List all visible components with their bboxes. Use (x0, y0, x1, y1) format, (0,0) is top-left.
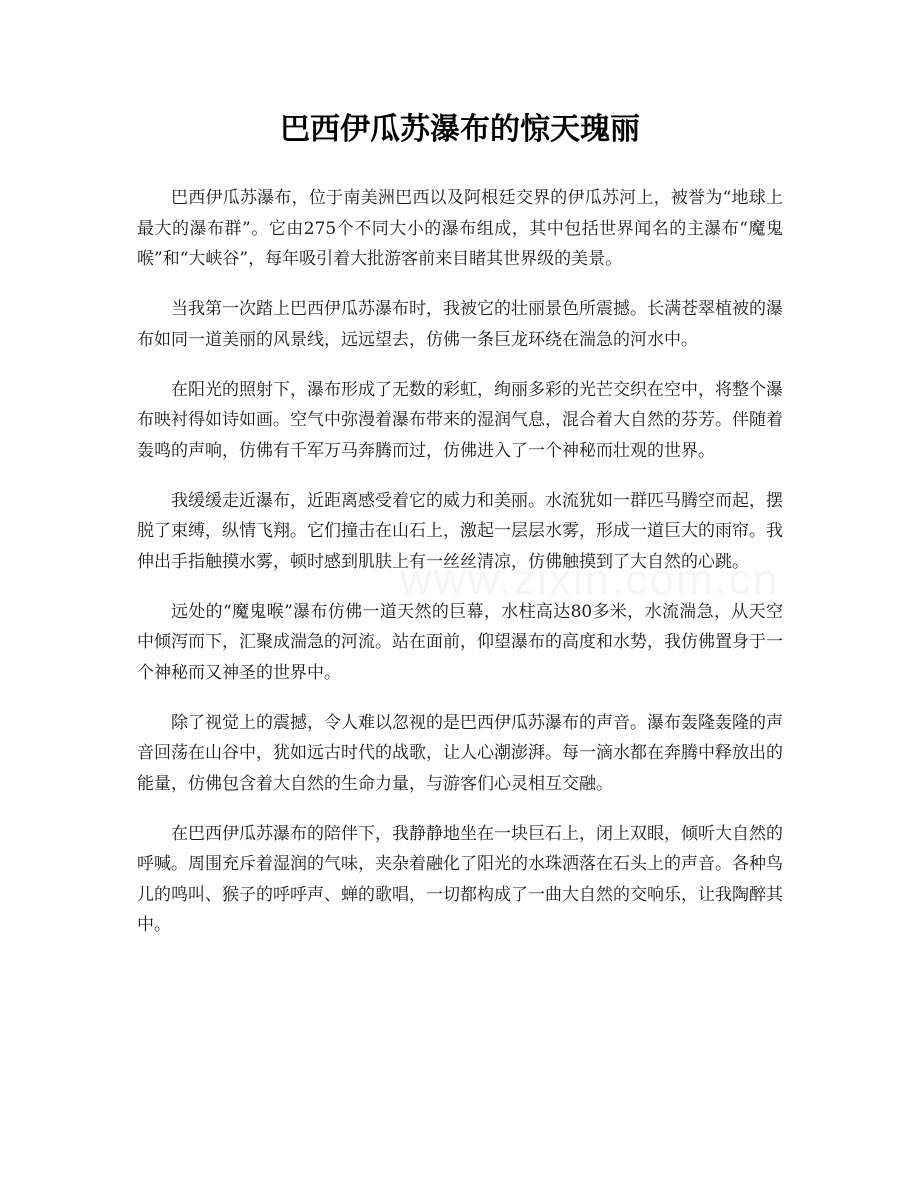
paragraph: 我缓缓走近瀑布，近距离感受着它的威力和美丽。水流犹如一群匹马腾空而起，摆脱了束缚，纵情飞翔。它们撞击在山石上，激起一层层水雾，形成一道巨大的雨帘。我伸出手指触摸水雾，顿时感到肌肤上有一丝丝清凉，仿佛触摸到了大自然的心跳。 (137, 490, 783, 572)
paragraph: 在巴西伊瓜苏瀑布的陪伴下，我静静地坐在一块巨石上，闭上双眼，倾听大自然的呼喊。周围充斥着湿润的气味，夹杂着融化了阳光的水珠洒落在石头上的声音。各种鸟儿的鸣叫、猴子的呼呼声、蝉的歌唱，一切都构成了一曲大自然的交响乐，让我陶醉其中。 (137, 823, 783, 935)
page-title: 巴西伊瓜苏瀑布的惊天瑰丽 (280, 112, 640, 147)
paragraph: 当我第一次踏上巴西伊瓜苏瀑布时，我被它的壮丽景色所震撼。长满苍翠植被的瀑布如同一道美丽的风景线，远远望去，仿佛一条巨龙环绕在湍急的河水中。 (137, 299, 783, 350)
paragraph: 除了视觉上的震撼，令人难以忽视的是巴西伊瓜苏瀑布的声音。瀑布轰隆轰隆的声音回荡在山谷中，犹如远古时代的战歌，让人心潮澎湃。每一滴水都在奔腾中释放出的能量，仿佛包含着大自然的生命力量，与游客们心灵相互交融。 (137, 712, 783, 794)
document-body (137, 183, 783, 960)
paragraph: 巴西伊瓜苏瀑布，位于南美洲巴西以及阿根廷交界的伊瓜苏河上，被誉为“地球上最大的瀑布群”。它由275个不同大小的瀑布组成，其中包括世界闻名的主瀑布“魔鬼喉”和“大峡谷”，每年吸引着大批游客前来目睹其世界级的美景。 (137, 188, 783, 269)
paragraph: 在阳光的照射下，瀑布形成了无数的彩虹，绚丽多彩的光芒交织在空中，将整个瀑布映衬得如诗如画。空气中弥漫着瀑布带来的湿润气息，混合着大自然的芬芳。伴随着轰鸣的声响，仿佛有千军万马奔腾而过，仿佛进入了一个神秘而壮观的世界。 (137, 379, 783, 461)
paragraph: 远处的“魔鬼喉”瀑布仿佛一道天然的巨幕，水柱高达80多米，水流湍急，从天空中倾泻而下，汇聚成湍急的河流。站在面前，仰望瀑布的高度和水势，我仿佛置身于一个神秘而又神圣的世界中。 (137, 601, 783, 683)
